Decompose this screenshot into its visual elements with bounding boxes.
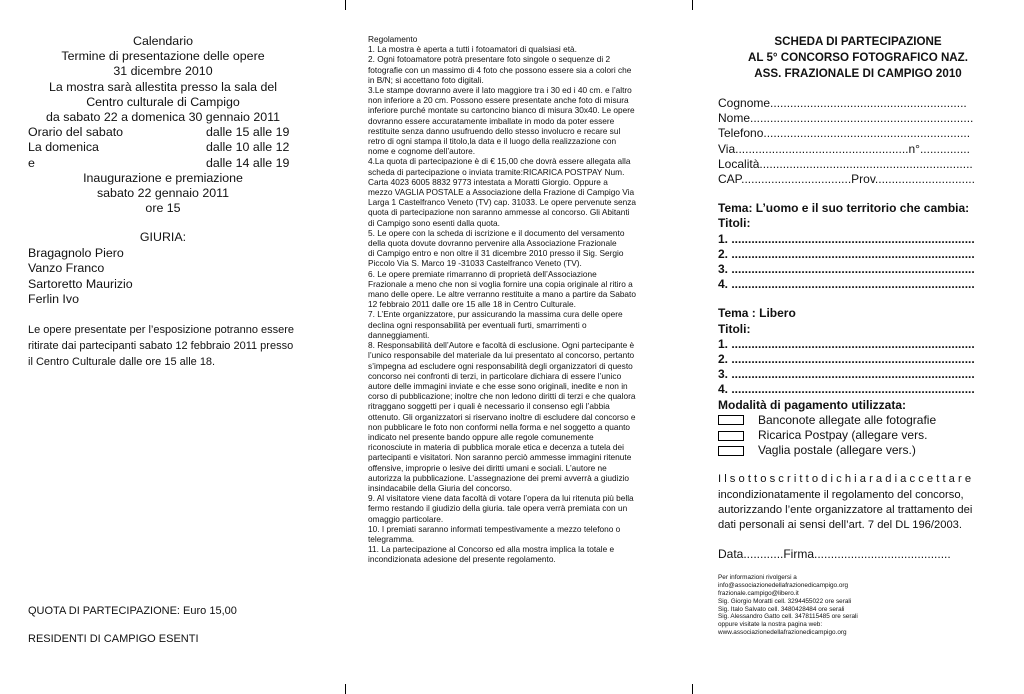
titles-label: Titoli: — [718, 321, 751, 336]
rules-line: 9. Al visitatore viene data facoltà di votare l’opera da lui ritenuta più bella — [368, 493, 634, 504]
inauguration-title: Inaugurazione e premiazione — [83, 170, 243, 185]
rules-line: concorso nei confronti di terzi, in particolare dichiara di essere l’unico — [368, 370, 622, 381]
calendar-title: Calendario — [133, 34, 193, 48]
declaration-line: I l s o t t o s c r i t t o d i c h i a r a d i a c c e t t a r e — [718, 473, 972, 486]
rules-line: 7. L’Ente organizzatore, pur assicurando la massima cura delle opere — [368, 309, 623, 320]
rules-line: 8. Responsabilità dell’Autore e facoltà di esclusione. Ogni partecipante è — [368, 340, 635, 351]
rules-line: 11. La partecipazione al Concorso ed alla mostra implica la totale e — [368, 544, 615, 555]
crop-mark-top-right — [692, 0, 693, 10]
rules-line: ottenuto. Gli organizzatori si riservano inoltre di escludere dal concorso e — [368, 411, 636, 422]
payment-option[interactable] — [718, 443, 998, 458]
theme-1-title-field[interactable]: 1. ......................................................................... — [718, 231, 975, 246]
calendar-header — [28, 34, 298, 125]
contact-line: Sig. Italo Salvato cell. 3480428484 ore serali — [718, 605, 845, 613]
theme-2-section — [718, 306, 998, 397]
street-field[interactable]: Via....................................................n°............... — [718, 141, 970, 156]
rules-line: in B/N; si accettano foto digitali. — [368, 74, 484, 85]
schedule-label: Orario del sabato — [28, 125, 124, 140]
jury-member: Ferlin Ivo — [28, 292, 79, 307]
theme-2-title: Tema : Libero — [718, 306, 796, 321]
rules-line: quota di partecipazione non saranno ammesse al concorso. Gli Abitanti — [368, 207, 630, 218]
rules-line: non pubblicare le foto non conformi nella forma e nel soggetto a quanto — [368, 421, 630, 432]
form-title-line: SCHEDA DI PARTECIPAZIONE — [774, 35, 942, 48]
schedule-row — [28, 140, 298, 155]
rules-line: 6. Le opere premiate rimarranno di proprietà dell’Associazione — [368, 268, 597, 279]
contact-line: Sig. Alessandro Gatto cell. 3478115485 ore serali — [718, 613, 858, 621]
contact-info — [718, 574, 998, 636]
rules-line: offensive, improprie o lesive dei diritti umani e sociali. L’autore ne — [368, 462, 607, 473]
rules-line: autore delle immagini inviate e che esse sono originali, inedite e non in — [368, 380, 628, 391]
rules-line: 12 febbraio 2011 dalle ore 15 alle 18 in Centro Culturale. — [368, 299, 576, 310]
rules-line: insindacabile della Giuria del concorso. — [368, 482, 512, 493]
payment-option[interactable] — [718, 413, 998, 428]
inauguration-date: sabato 22 gennaio 2011 — [96, 186, 230, 201]
rules-line: 4.La quota di partecipazione è di € 15,00 che dovrà essere allegata alla — [368, 156, 631, 167]
deadline-label: Termine di presentazione delle opere — [61, 49, 265, 64]
rules-line: l’unico responsabile del materiale da lui presentato al concorso, pertanto — [368, 350, 635, 361]
rules-line: 3.Le stampe dovranno avere il lato maggiore tra i 30 ed i 40 cm. e l’altro — [368, 85, 632, 96]
jury-list — [28, 246, 298, 308]
deadline-date: 31 dicembre 2010 — [113, 64, 213, 79]
personal-fields — [718, 96, 998, 187]
website-link: www.associazionedellafrazionedicampigo.org — [718, 629, 847, 637]
rules-line: Piccolo Via S. Marco 19 -31033 Castelfranco Veneto (TV). — [368, 258, 582, 269]
theme-2-title-field[interactable]: 1. ......................................................................... — [718, 336, 975, 351]
rules-panel — [368, 34, 674, 565]
crop-mark-bottom-left — [345, 684, 346, 694]
exhibition-dates: da sabato 22 a domenica 30 gennaio 2011 — [45, 110, 280, 125]
jury-title: GIURIA: — [139, 230, 187, 245]
checkbox[interactable] — [718, 415, 744, 425]
rules-line: autorizza la pubblicazione. L’assegnazione dei premi avverrà a giudizio — [368, 472, 630, 483]
rules-line: restituite senza danno usufruendo dello stesso involucro e recare sul — [368, 125, 621, 136]
payment-option[interactable] — [718, 428, 998, 443]
jury-member: Bragagnolo Piero — [28, 245, 124, 260]
jury-member: Vanzo Franco — [28, 261, 105, 276]
rules-line: indicato nel presente bando oppure alle regole comunemente — [368, 431, 594, 442]
name-field[interactable]: Nome................................................................... — [718, 111, 974, 126]
date-signature-field[interactable]: Data............Firma......................................... — [718, 547, 951, 562]
form-title-line: ASS. FRAZIONALE DI CAMPIGO 2010 — [754, 67, 962, 80]
rules-line: 1. La mostra è aperta a tutti i fotoamatori di qualsiasi età. — [368, 44, 577, 55]
declaration-line: autorizzando l’ente organizzatore al trattamento dei — [718, 503, 973, 516]
inauguration-time: ore 15 — [145, 201, 181, 216]
theme-1-title-field[interactable]: 4. ......................................................................... — [718, 277, 975, 292]
theme-1-section — [718, 201, 998, 292]
zip-province-field[interactable]: CAP.................................Prov.............................. — [718, 172, 975, 187]
checkbox[interactable] — [718, 446, 744, 456]
exhibition-venue-line: La mostra sarà allestita presso la sala del — [49, 79, 277, 94]
payment-option-label: Vaglia postale (allegare vers.) — [758, 443, 916, 458]
rules-line: fermo restando il giudizio della giuria. tale opera verrà premiata con un — [368, 503, 628, 514]
pickup-line: Le opere presentate per l’esposizione potranno essere — [28, 324, 295, 337]
pickup-paragraph — [28, 322, 298, 370]
rules-line: fotografie con un massimo di 4 foto che possono essere sia a colori che — [368, 64, 632, 75]
contact-email: info@associazionedellafrazionedicampigo.org — [718, 582, 849, 590]
pickup-line: ritirate dai partecipanti sabato 12 febbraio 2011 presso — [28, 340, 294, 353]
titles-label: Titoli: — [718, 216, 751, 231]
form-title-line: AL 5° CONCORSO FOTOGRAFICO NAZ. — [748, 51, 968, 64]
contact-email: frazionale.campigo@libero.it — [718, 590, 799, 598]
rules-line: nome e cognome dell’autore. — [368, 146, 476, 157]
crop-mark-top-left — [345, 0, 346, 10]
declaration-line: incondizionatamente il regolamento del concorso, — [718, 488, 964, 501]
jury-member: Sartoretto Maurizio — [28, 276, 133, 291]
pickup-line: il Centro Culturale dalle ore 15 alle 18. — [28, 356, 216, 369]
schedule-value: dalle 15 alle 19 — [206, 125, 290, 140]
form-title — [718, 34, 998, 82]
residents-exempt-notice: RESIDENTI DI CAMPIGO ESENTI — [28, 633, 199, 645]
rules-line: mano delle opere. Le altre verranno restituite a mano a partire da Sabato — [368, 289, 636, 300]
inauguration — [28, 171, 298, 217]
rules-line: 5. Le opere con la scheda di iscrizione e il documento del versamento — [368, 227, 625, 238]
theme-1-title: Tema: L’uomo e il suo territorio che cambia: — [718, 201, 970, 216]
rules-line: partecipanti e visitatori. Non saranno perciò ammesse immagini ritenute — [368, 452, 632, 463]
surname-field[interactable]: Cognome........................................................... — [718, 96, 967, 110]
contact-line: Sig. Giorgio Moratti cell. 3294455022 ore serali — [718, 597, 852, 605]
crop-mark-bottom-right — [692, 684, 693, 694]
rules-line: scheda di partecipazione o inviata tramite:RICARICA POSTPAY Num. — [368, 166, 625, 177]
theme-2-title-field[interactable]: 4. ......................................................................... — [718, 382, 975, 397]
rules-line: non inferiore a 20 cm. Possono essere presentate anche foto di misura — [368, 95, 629, 106]
rules-line: Larga 1 Castelfranco Veneto (TV) cap. 31033. Le opere pervenute senza — [368, 197, 636, 208]
schedule-value: dalle 10 alle 12 — [206, 140, 290, 155]
rules-line: incondizionata adesione del presente regolamento. — [368, 554, 556, 565]
rules-line: dovranno essere accuratamente imballate in modo da poter essere — [368, 115, 615, 126]
phone-field[interactable]: Telefono.............................................................. — [718, 126, 971, 141]
rules-line: danneggiamenti. — [368, 329, 430, 340]
payment-title: Modalità di pagamento utilizzata: — [718, 397, 907, 412]
rules-line: di Campigo sono esenti dalla quota. — [368, 217, 500, 228]
schedule-row — [28, 125, 298, 140]
rules-line: ritraggano soggetti per i quali è necessario il consenso egli l’abbia — [368, 401, 610, 412]
rules-line: di Campigo entro e non oltre il 31 dicembre 2010 presso il Sig. Sergio — [368, 248, 624, 259]
contact-line: oppure visitate la nostra pagina web: — [718, 621, 823, 629]
declaration-line: dati personali ai sensi dell’art. 7 del DL 196/2003. — [718, 519, 962, 532]
rules-line: 10. I premiati saranno informati tempestivamente a mezzo telefono o — [368, 523, 621, 534]
schedule-label: e — [28, 155, 35, 170]
rules-line: 2. Ogni fotoamatore potrà presentare foto singole o sequenze di 2 — [368, 54, 611, 65]
payment-option-label: Ricarica Postpay (allegare vers. — [758, 428, 928, 443]
payment-option-label: Banconote allegate alle fotografie — [758, 412, 937, 427]
rules-line: della quota dovute dovranno pervenire alla Associazione Frazionale — [368, 238, 617, 249]
theme-1-title-field[interactable]: 2. ......................................................................... — [718, 246, 975, 261]
rules-line: riconosciute in materia di pubblica morale etica e decenza a tutela dei — [368, 442, 624, 453]
rules-line: Frazionale a meno che non si voglia fornire una copia originale al ritiro a — [368, 278, 633, 289]
entry-form-panel — [718, 34, 998, 637]
contact-line: Per informazioni rivolgersi a — [718, 574, 797, 582]
checkbox[interactable] — [718, 431, 744, 441]
rules-line: omaggio particolare. — [368, 513, 444, 524]
theme-2-title-field[interactable]: 3. ......................................................................... — [718, 367, 975, 382]
left-panel — [28, 34, 298, 674]
rules-line: s’impegna ad escludere ogni responsabilità degli organizzatori di questo — [368, 360, 633, 371]
schedule — [28, 125, 298, 171]
rules-line: Carta 4023 6005 8832 9773 intestata a Moratti Giorgio. Oppure a — [368, 176, 608, 187]
declaration — [718, 472, 998, 533]
schedule-value: dalle 14 alle 19 — [206, 155, 290, 170]
rules-line: telegramma. — [368, 533, 415, 544]
schedule-row — [28, 156, 298, 171]
rules-line: corso di pubblicazione; inoltre che non ledono diritti di terzi e che qualora — [368, 391, 636, 402]
rules-line: mezzo VAGLIA POSTALE a Associazione della Frazione di Campigo Via — [368, 187, 635, 198]
town-field[interactable]: Località................................................................ — [718, 156, 973, 171]
exhibition-venue-name: Centro culturale di Campigo — [86, 94, 240, 109]
rules-line: inferiore purché montate su cartoncino bianco di misura 30x40. Le opere — [368, 105, 635, 116]
theme-2-title-field[interactable]: 2. ......................................................................... — [718, 352, 975, 367]
schedule-label: La domenica — [28, 140, 99, 155]
rules-line: retro di ogni stampa il titolo,la data e il luogo della realizzazione con — [368, 136, 617, 147]
payment-section — [718, 398, 998, 459]
theme-1-title-field[interactable]: 3. ......................................................................... — [718, 262, 975, 277]
fee-notice: QUOTA DI PARTECIPAZIONE: Euro 15,00 — [28, 605, 237, 617]
rules-title: Regolamento — [368, 34, 418, 44]
rules-line: declina ogni responsabilità per eventuali furti, smarrimenti o — [368, 319, 587, 330]
